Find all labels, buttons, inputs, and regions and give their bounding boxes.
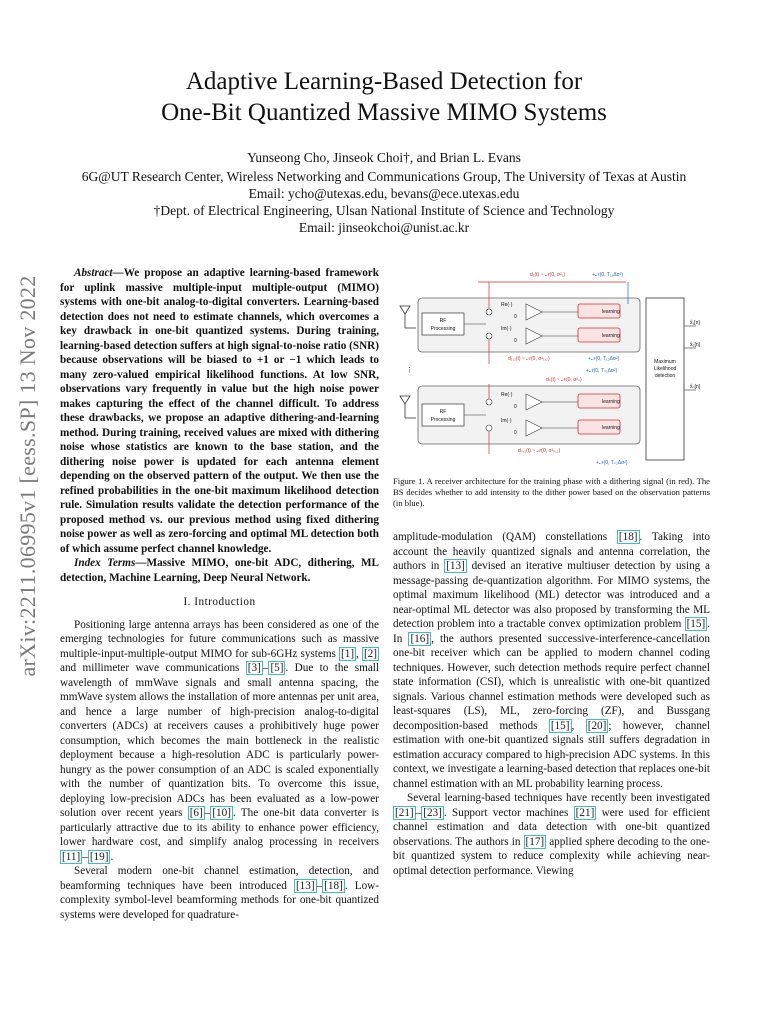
email-2: Email: jinseokchoi@unist.ac.kr	[298, 220, 470, 235]
citation-link[interactable]: [11]	[62, 850, 81, 863]
dither-label-top: d₁(t) ~ 𝒩(0, σ²₁)	[530, 272, 566, 278]
index-terms-head: Index Terms	[74, 557, 136, 569]
citation-link[interactable]: [15]	[550, 719, 570, 732]
citation-link[interactable]: [15]	[686, 618, 706, 630]
svg-text:Im(·): Im(·)	[501, 326, 512, 332]
arxiv-id: arXiv:2211.06995v1 [eess.SP] 13 Nov 2022	[15, 274, 40, 677]
abstract-head: Abstract	[74, 267, 113, 279]
svg-text:Re(·): Re(·)	[501, 302, 513, 308]
intro-paragraph-1: Positioning large antenna arrays has been considered as one of the emerging technologies for future communications such as massive multiple-input-multiple-output MIMO for sub-6GHz systems [1] , [2] and millimeter wave communications [3] – [5] . Due to the small wavelength of mmWave signals and small antenna spacing, the mmWave system allows the installation of more antennas per unit area, and hence a large number of high-precision analog-to-digital converters (ADCs) at receivers causes a prohibitively huge power consumption, which becomes the main bottleneck in the realistic deployment because a high-resolution ADC is particularly power-hungry as the power consumption of an ADC is scaled exponentially with the number of quantization bits. To overcome this issue, deploying low-precision ADCs has been evaluated as a low-power solution over recent years [6] – [10] . The one-bit data converter is particularly attractive due to its ability to enhance power efficiency, lower hardware cost, and simplify analog processing in receivers [11] – [19] .	[60, 618, 380, 863]
svg-text:Processing: Processing	[430, 417, 456, 423]
svg-text:0: 0	[514, 430, 517, 436]
section-heading: I. Introduction	[183, 596, 256, 608]
citation-link[interactable]: [6]	[189, 807, 203, 819]
svg-text:Maximum: Maximum	[654, 359, 676, 365]
arxiv-stamp	[8, 263, 48, 688]
citation-link[interactable]: [18]	[324, 879, 343, 892]
ml-detection-block	[646, 298, 684, 460]
svg-text:0: 0	[514, 338, 517, 344]
right-column	[393, 530, 710, 878]
paper-title	[100, 66, 668, 128]
abstract	[60, 266, 379, 556]
title-line-2: One-Bit Quantized Massive MIMO Systems	[161, 99, 607, 126]
svg-text:Re(·): Re(·)	[501, 392, 513, 398]
citation-link[interactable]: [18]	[618, 531, 638, 543]
citation-link[interactable]: [20]	[587, 719, 607, 732]
abstract-text: —We propose an adaptive learning-based framework for uplink massive multiple-input multiple-output (MIMO) systems with one-bit analog-to-digital converters. Learning-based detection does not need to estimate channels, which overcomes a key drawback in one-bit quantized systems. During training, learning-based detection suffers at high signal-to-noise ratio (SNR) because observations will be biased to +1 or −1 which leads to many zero-valued empirical likelihood functions. At low SNR, observations vary frequently in value but the high noise power makes capturing the effect of the channel difficult. To address these drawbacks, we propose an adaptive dithering-and-learning method. During training, received values are mixed with dithering noise whose statistics are known to the base station, and the dithering noise power is updated for each antenna element depending on the observed pattern of the output. We then use the refined probabilities in the one-bit maximum likelihood detection rule. Simulation results validate the detection performance of the proposed method vs. our previous method using fixed dithering noise power as well as zero-forcing and optimal ML detection both of which assume perfect channel knowledge.	[60, 267, 379, 555]
left-column	[60, 266, 379, 922]
intro-paragraph-2: Several modern one-bit channel estimation, detection, and beamforming techniques have been introduced [13] – [18] . Low-complexity symbol-level beamforming methods for one-bit quantized systems were developed for quadrature-	[60, 865, 379, 921]
svg-text:dₙ(t) ~ 𝒩(0, σ²ₙ): dₙ(t) ~ 𝒩(0, σ²ₙ)	[546, 377, 582, 383]
svg-text:x̂ₙ[n]: x̂ₙ[n]	[690, 384, 701, 390]
index-terms-text: —Massive MIMO, one-bit ADC, dithering, ML detection, Machine Learning, Deep Neural Network.	[60, 557, 379, 584]
citation-link[interactable]: [21]	[395, 806, 414, 819]
affiliation-1: 6G@UT Research Center, Wireless Networking and Communications Group, The University of Texas at Austin	[81, 169, 687, 184]
antenna-icon	[400, 306, 416, 328]
citation-link[interactable]: [21]	[575, 806, 595, 819]
right-paragraph-1: amplitude-modulation (QAM) constellations [18] . Taking into account the heavily quantized signals and antenna correlation, the authors in [13] devised an iterative multiuser detection by using a message-passing de-quantization algorithm. For MIMO systems, the optimal maximum likelihood (ML) detector was introduced and a near-optimal ML detector was also proposed by transforming the ML detection problem into a tractable convex optimization problem [15] . In [16] , the authors presented successive-interference-cancellation one-bit receiver which can be applied to modern channel coding techniques. However, such detection methods require perfect channel state information (CSI), which is unrealistic with one-bit quantized signals. Various channel estimation methods were developed such as least-squares (LS), ML, zero-forcing (ZF), and Bussgang decomposition-based methods [15] , [20] ; however, channel estimation with one-bit quantized signals still suffers degradation in estimation accuracy compared to high-precision ADC systems. In this context, we investigate a learning-based detection that replaces one-bit channel estimation with an ML probability learning process.	[393, 531, 711, 790]
svg-text:0: 0	[514, 314, 517, 320]
citation-link[interactable]: [2]	[363, 647, 377, 660]
svg-text:x̂₁[n]: x̂₁[n]	[690, 320, 700, 326]
svg-text:learning: learning	[602, 425, 620, 431]
svg-text:learning: learning	[602, 333, 620, 339]
receiver-architecture-figure	[396, 268, 712, 472]
svg-text:+𝒩(0, Tₙ₁Δσ²): +𝒩(0, Tₙ₁Δσ²)	[586, 368, 618, 374]
citation-link[interactable]: [17]	[525, 835, 545, 848]
svg-text:detection: detection	[654, 373, 676, 379]
svg-text:RF: RF	[439, 409, 447, 415]
citation-link[interactable]: [13]	[295, 879, 315, 892]
svg-text:+𝒩(0, Tₙ₂Δσ²): +𝒩(0, Tₙ₂Δσ²)	[596, 460, 628, 466]
citation-link[interactable]: [3]	[247, 662, 261, 674]
right-paragraph-2: Several learning-based techniques have recently been investigated [21] – [23] . Support vector machines [21] were used for efficient channel estimation and data detection with one-bit quantized observations. The authors in [17] applied sphere decoding to the one-bit quantized system to reduce complexity while achieving near-optimal detection performance. Viewing	[393, 792, 710, 877]
svg-text:learning: learning	[602, 309, 620, 315]
svg-text:0: 0	[514, 404, 517, 410]
citation-link[interactable]: [1]	[341, 647, 355, 660]
svg-text:Likelihood: Likelihood	[653, 366, 677, 372]
title-line-1: Adaptive Learning-Based Detection for	[185, 68, 583, 95]
citation-link[interactable]: [5]	[270, 662, 284, 674]
svg-text:x̂₂[n]: x̂₂[n]	[690, 342, 700, 348]
svg-text:d₁,₂(t) ~ 𝒩(0, σ²₁,₂): d₁,₂(t) ~ 𝒩(0, σ²₁,₂)	[508, 356, 550, 362]
noise-label-top: +𝒩(0, T₁₁Δσ²)	[592, 272, 624, 278]
svg-text:dₙ,₂(t) ~ 𝒩(0, σ²ₙ,₂): dₙ,₂(t) ~ 𝒩(0, σ²ₙ,₂)	[518, 448, 561, 454]
figure-caption: Figure 1. A receiver architecture for the training phase with a dithering signal (in red). The BS decides whether to add intensity to the dither power based on the observation patterns (in blue).	[393, 476, 710, 508]
index-terms	[60, 556, 379, 585]
author-block	[80, 149, 688, 236]
citation-link[interactable]: [13]	[446, 560, 465, 572]
svg-text:RF: RF	[439, 318, 447, 324]
author-names: Yunseong Cho, Jinseok Choi†, and Brian L. Evans	[247, 150, 521, 165]
svg-text:learning: learning	[602, 399, 620, 405]
citation-link[interactable]: [19]	[89, 850, 109, 863]
citation-link[interactable]: [10]	[212, 807, 231, 819]
svg-text:Processing: Processing	[430, 326, 456, 332]
citation-link[interactable]: [23]	[423, 806, 442, 819]
svg-text:⋮: ⋮	[406, 367, 413, 374]
svg-text:Im(·): Im(·)	[501, 418, 512, 424]
affiliation-2: †Dept. of Electrical Engineering, Ulsan National Institute of Science and Technology	[153, 203, 615, 218]
citation-link[interactable]: [16]	[410, 632, 430, 645]
email-1: Email: ycho@utexas.edu, bevans@ece.utexas.edu	[248, 186, 520, 201]
svg-text:+𝒩(0, T₁₂Δσ²): +𝒩(0, T₁₂Δσ²)	[588, 356, 620, 362]
